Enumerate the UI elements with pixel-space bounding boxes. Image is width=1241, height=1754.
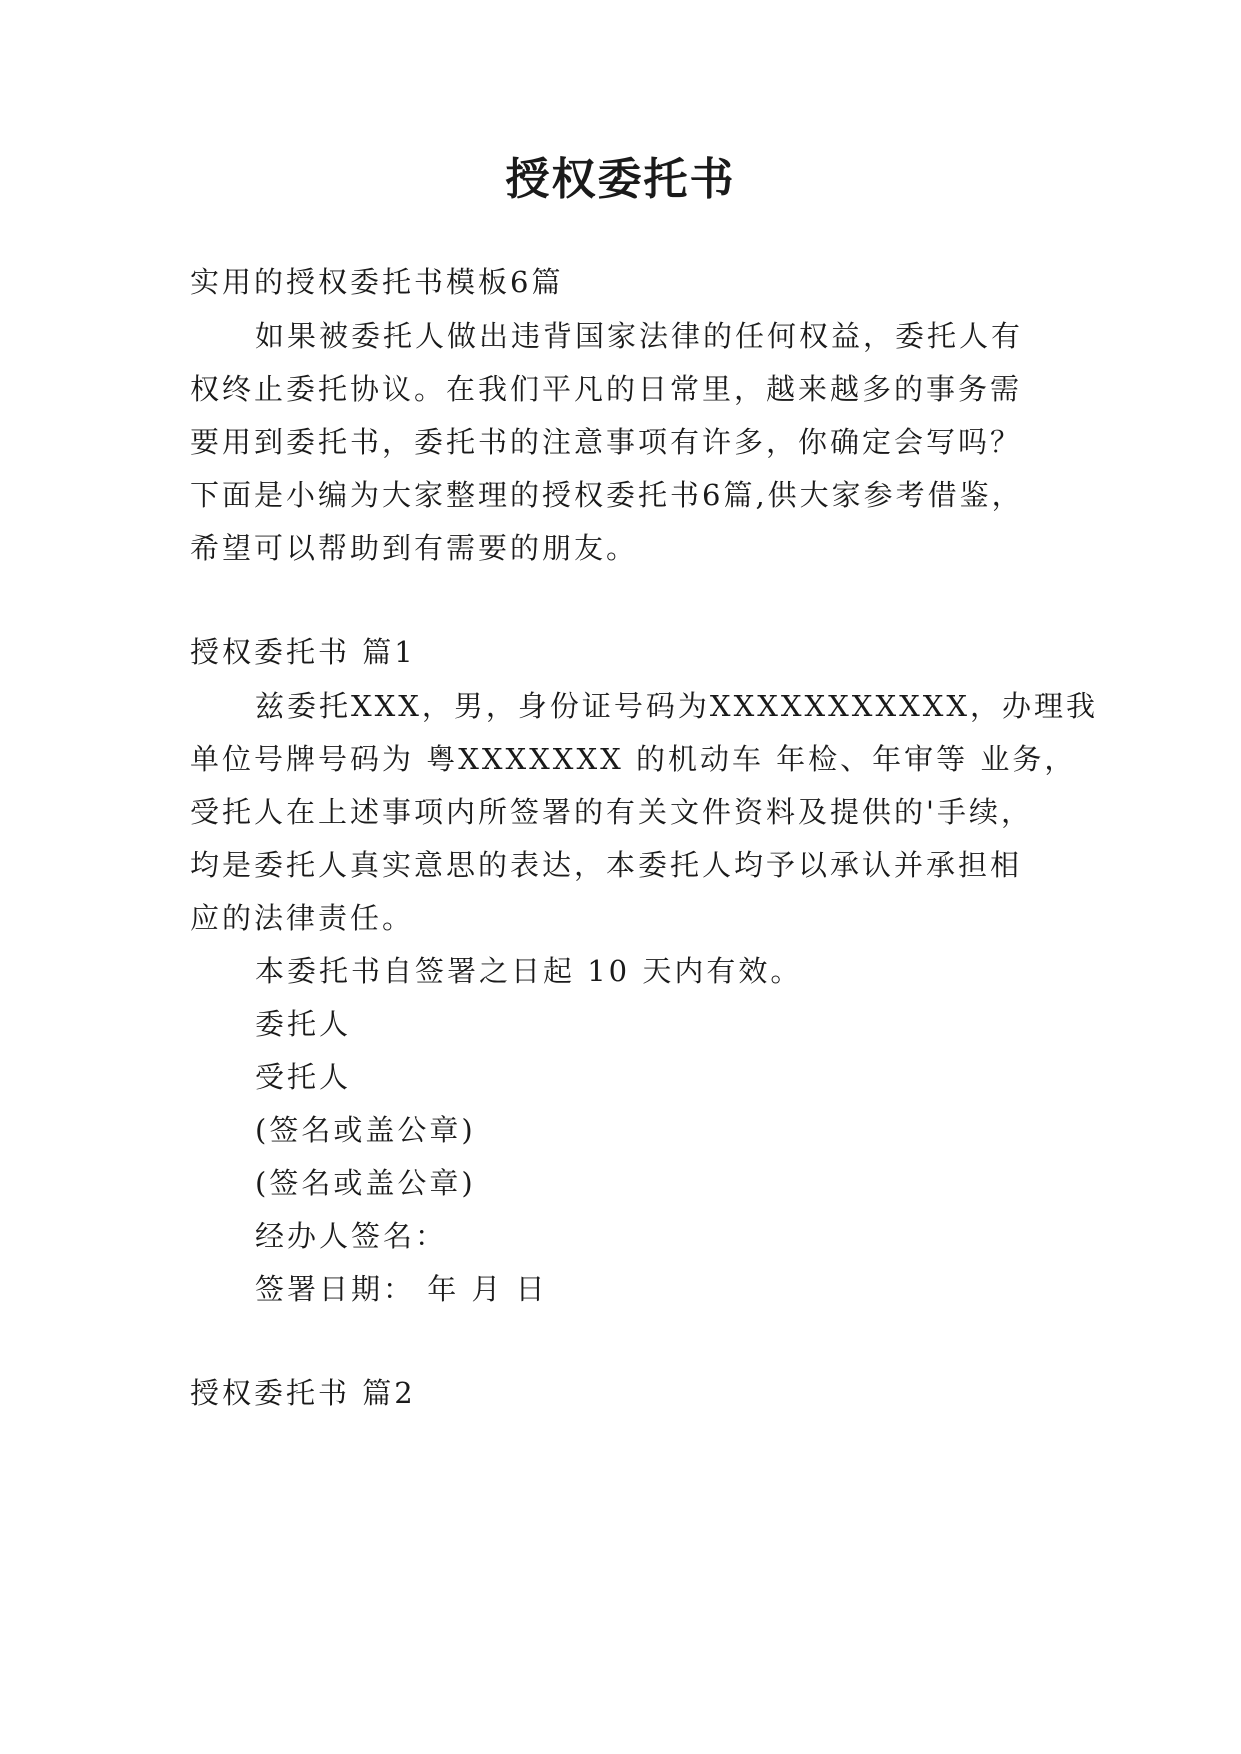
- handler-signature-label: 经办人签名：: [255, 1219, 448, 1253]
- intro-line-3: 要用到委托书，委托书的注意事项有许多，你确定会写吗？: [190, 425, 1023, 459]
- section-1-body-line-3: 受托人在上述事项内所签署的有关文件资料及提供的'手续，: [190, 795, 1033, 829]
- section-1-body-line-1: 兹委托XXX，男，身份证号码为XXXXXXXXXXX，办理我: [255, 689, 1099, 723]
- signature-note-1: (签名或盖公章): [255, 1113, 476, 1147]
- intro-line-1: 如果被委托人做出违背国家法律的任何权益，委托人有: [255, 319, 1024, 353]
- intro-line-5: 希望可以帮助到有需要的朋友。: [190, 531, 639, 565]
- intro-line-4: 下面是小编为大家整理的授权委托书6篇,供大家参考借鉴，: [190, 478, 1024, 512]
- signature-note-2: (签名或盖公章): [255, 1166, 476, 1200]
- section-1-body-line-5: 应的法律责任。: [190, 901, 415, 935]
- document-subtitle: 实用的授权委托书模板6篇: [190, 265, 564, 299]
- signing-date-label: 签署日期： 年 月 日: [255, 1272, 548, 1306]
- principal-label: 委托人: [255, 1007, 352, 1041]
- intro-line-2: 权终止委托协议。在我们平凡的日常里，越来越多的事务需: [190, 372, 1023, 406]
- section-1-body-line-2: 单位号牌号码为 粤XXXXXXX 的机动车 年检、年审等 业务，: [190, 742, 1077, 776]
- validity-statement: 本委托书自签署之日起 10 天内有效。: [255, 954, 803, 988]
- section-1-body-line-4: 均是委托人真实意思的表达，本委托人均予以承认并承担相: [190, 848, 1023, 882]
- document-title: 授权委托书: [505, 154, 736, 205]
- section-1-heading: 授权委托书 篇1: [190, 635, 416, 669]
- section-2-heading: 授权委托书 篇2: [190, 1376, 416, 1410]
- agent-label: 受托人: [255, 1060, 352, 1094]
